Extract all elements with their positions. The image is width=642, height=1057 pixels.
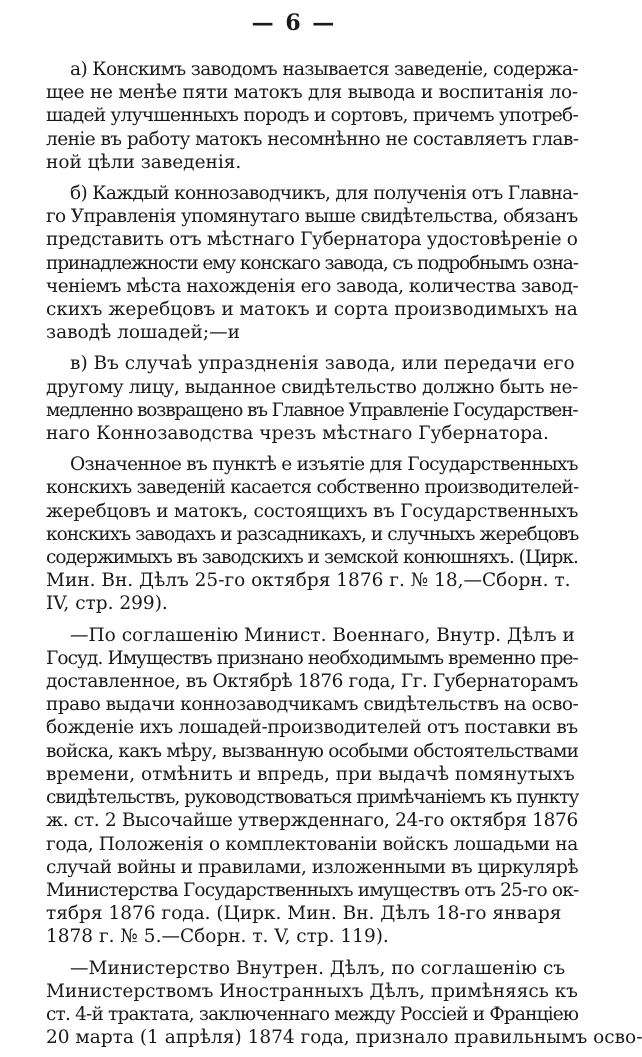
text-line: Министерства Государственныхъ имуществъ отъ 25-го ок- bbox=[46, 879, 579, 901]
text-line: времени, отмѣнить и впредь, при выдачѣ помянутыхъ bbox=[46, 763, 575, 785]
text-line: ст. 4-й трактата, заключеннаго между Россіей и Франціею bbox=[46, 1003, 579, 1025]
text-line: ченіемъ мѣста нахожденія его завода, количества завод- bbox=[46, 275, 579, 297]
text-line: принадлежности ему конскаго завода, съ подробнымъ озна- bbox=[46, 252, 578, 274]
text-line: Означенное въ пунктѣ е изъятіе для Государственныхъ bbox=[70, 454, 578, 476]
text-line: б) Каждый коннозаводчикъ, для полученія отъ Главна- bbox=[70, 183, 579, 205]
text-line: —Министерство Внутрен. Дѣлъ, по соглашенію съ bbox=[70, 957, 566, 979]
text-line: право выдачи коннозаводчикамъ свидѣтельствъ на осво- bbox=[46, 694, 579, 716]
text-line: другому лицу, выданное свидѣтельство должно быть не- bbox=[46, 376, 578, 398]
text-line: доставленное, въ Октябрѣ 1876 года, Гг. Губернаторамъ bbox=[46, 671, 579, 693]
text-line: 1878 г. № 5.—Сборн. т. V, стр. 119). bbox=[46, 926, 389, 948]
text-line: ж. ст. 2 Высочайше утвержденнаго, 24-го октября 1876 bbox=[46, 810, 578, 832]
text-line: шадей улучшенныхъ породъ и сортовъ, причемъ употреб- bbox=[46, 105, 579, 127]
text-line: 20 марта (1 апрѣля) 1874 года, признало правильнымъ осво- bbox=[46, 1027, 642, 1049]
text-line: медленно возвращено въ Главное Управленіе Государствен- bbox=[46, 399, 578, 421]
page-number-header: — 6 — bbox=[251, 10, 337, 36]
text-line: скихъ жеребцовъ и матокъ и сорта производимыхъ на bbox=[46, 299, 578, 321]
text-line: а) Конскимъ заводомъ называется заведеніе, содержа- bbox=[70, 59, 578, 80]
text-line: божденіе ихъ лошадей-производителей отъ поставки въ bbox=[46, 717, 578, 739]
text-line: —По соглашенію Минист. Военнаго, Внутр. Дѣлъ и bbox=[70, 624, 575, 646]
text-line: случай войны и правилами, изложенными въ циркулярѣ bbox=[46, 856, 578, 878]
paragraph bbox=[46, 624, 578, 949]
text-line: представить отъ мѣстнаго Губернатора удостовѣреніе о bbox=[46, 229, 578, 251]
text-line: в) Въ случаѣ упраздненія завода, или передачи его bbox=[70, 353, 575, 375]
document-body bbox=[46, 58, 642, 1057]
text-line: Мин. Вн. Дѣлъ 25-го октября 1876 г. № 18,—Сборн. т. bbox=[46, 570, 571, 592]
text-line: щее не менѣе пяти матокъ для вывода и воспитанія ло- bbox=[46, 82, 578, 104]
paragraph bbox=[46, 957, 642, 1050]
text-line: конскихъ заведеній касается собственно производителей- bbox=[46, 477, 579, 499]
text-line: Госуд. Имуществъ признано необходимымъ временно пре- bbox=[46, 647, 578, 669]
text-line: го Управленія упомянутаго выше свидѣтельства, обязанъ bbox=[46, 206, 578, 228]
text-line: ной цѣли заведенія. bbox=[46, 151, 242, 173]
text-line: тября 1876 года. (Цирк. Мин. Вн. Дѣлъ 18-го января bbox=[46, 903, 562, 925]
paragraph bbox=[46, 182, 578, 344]
text-line: наго Коннозаводства чрезъ мѣстнаго Губернатора. bbox=[46, 423, 549, 445]
text-line: заводѣ лошадей;—и bbox=[46, 322, 240, 344]
text-line: конскихъ заводахъ и разсадникахъ, и случныхъ жеребцовъ bbox=[46, 523, 579, 545]
text-line: IV, стр. 299). bbox=[46, 593, 168, 615]
text-line: содержимыхъ въ заводскихъ и земской конюшняхъ. (Цирк. bbox=[46, 547, 578, 569]
paragraph bbox=[46, 352, 578, 445]
paragraph bbox=[46, 58, 578, 174]
text-line: жеребцовъ и матокъ, состоящихъ въ Государственныхъ bbox=[46, 500, 579, 522]
paragraph bbox=[46, 453, 578, 615]
text-line: свидѣтельствъ, руководствоваться примѣчаніемъ къ пункту bbox=[46, 787, 579, 809]
text-line: леніе въ работу матокъ несомнѣнно не составляетъ глав- bbox=[46, 128, 579, 150]
text-line: года, Положенія о комплектованіи войскъ лошадьми на bbox=[46, 833, 578, 855]
text-line: войска, какъ мѣру, вызванную особыми обстоятельствами bbox=[46, 740, 579, 762]
text-line: Министерствомъ Иностранныхъ Дѣлъ, примѣняясь къ bbox=[46, 980, 578, 1002]
